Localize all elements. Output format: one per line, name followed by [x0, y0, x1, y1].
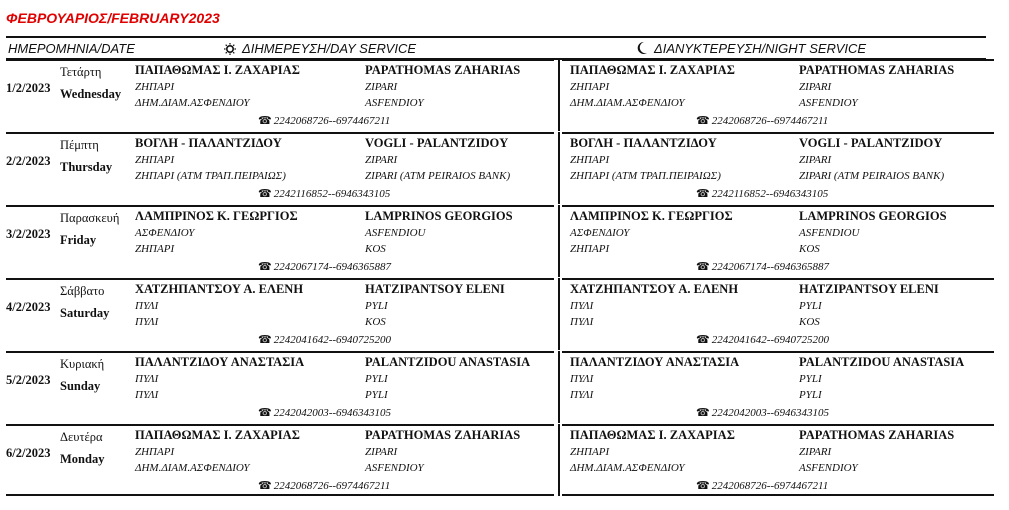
day-area-gr: ΖΗΠΑΡΙ: [135, 81, 175, 93]
row-weekday-gr: Δευτέρα: [60, 430, 103, 444]
day-pharmacy-name-gr: ΛΑΜΠΡΙΝΟΣ Κ. ΓΕΩΡΓΙΟΣ: [135, 209, 298, 223]
phone-icon: ☎: [696, 115, 710, 127]
phone-icon: ☎: [258, 261, 272, 273]
day-phone-number: 2242068726--6974467211: [273, 480, 391, 492]
row-divider: [562, 132, 994, 134]
day-service-header: [224, 41, 416, 56]
day-phone: [258, 333, 391, 346]
row-date: 6/2/2023: [6, 446, 51, 460]
night-address-gr: ΠΥΛΙ: [570, 389, 594, 401]
day-pharmacy-name-gr: ΒΟΓΛΗ - ΠΑΛΑΝΤΖΙΔΟΥ: [135, 136, 282, 150]
row-divider: [562, 278, 994, 280]
night-pharmacy-name-en: VOGLI - PALANTZIDOY: [799, 136, 943, 150]
night-pharmacy-name-gr: ΛΑΜΠΡΙΝΟΣ Κ. ΓΕΩΡΓΙΟΣ: [570, 209, 733, 223]
night-address-en: ASFENDIOY: [799, 97, 858, 109]
night-pharmacy-name-gr: ΠΑΠΑΘΩΜΑΣ Ι. ΖΑΧΑΡΙΑΣ: [570, 428, 735, 442]
day-pharmacy-name-gr: ΧΑΤΖΗΠΑΝΤΣΟΥ Α. ΕΛΕΝΗ: [135, 282, 304, 296]
day-area-gr: ΠΥΛΙ: [135, 300, 159, 312]
night-address-en: KOS: [799, 243, 820, 255]
day-area-en: PYLI: [365, 300, 388, 312]
sun-icon: [224, 43, 236, 55]
day-area-gr: ΑΣΦΕΝΔΙΟΥ: [135, 227, 195, 239]
night-phone-number: 2242116852--6946343105: [711, 188, 829, 200]
column-divider: [558, 59, 560, 131]
night-phone-number: 2242041642--6940725200: [711, 334, 830, 346]
phone-icon: ☎: [258, 407, 272, 419]
night-pharmacy-name-en: PALANTZIDOU ANASTASIA: [799, 355, 965, 369]
day-area-en: PYLI: [365, 373, 388, 385]
row-weekday-gr: Πέμπτη: [60, 138, 99, 152]
night-area-gr: ΠΥΛΙ: [570, 373, 594, 385]
night-phone-number: 2242067174--6946365887: [711, 261, 830, 273]
day-area-gr: ΠΥΛΙ: [135, 373, 159, 385]
table-row: [6, 424, 994, 496]
day-area-en: ZIPARI: [365, 446, 398, 458]
night-pharmacy-name-en: PAPATHOMAS ZAHARIAS: [799, 428, 955, 442]
night-area-gr: ΖΗΠΑΡΙ: [570, 446, 610, 458]
table-row: [6, 351, 994, 423]
row-date: 5/2/2023: [6, 373, 51, 387]
row-weekday-gr: Σάββατο: [60, 284, 105, 298]
night-pharmacy-name-en: PAPATHOMAS ZAHARIAS: [799, 63, 955, 77]
column-divider: [558, 132, 560, 204]
day-address-en: KOS: [365, 316, 386, 328]
day-address-en: KOS: [365, 243, 386, 255]
night-phone-number: 2242042003--6946343105: [711, 407, 830, 419]
row-divider: [562, 351, 994, 353]
row-divider: [6, 132, 554, 134]
column-divider: [558, 205, 560, 277]
phone-icon: ☎: [696, 407, 710, 419]
row-divider: [6, 205, 554, 207]
table-row: [6, 278, 994, 350]
night-area-gr: ΖΗΠΑΡΙ: [570, 81, 610, 93]
column-divider: [558, 424, 560, 496]
row-divider: [6, 494, 554, 496]
row-weekday-gr: Παρασκευή: [60, 211, 120, 225]
night-phone: [696, 406, 829, 419]
day-area-en: ZIPARI: [365, 81, 398, 93]
night-pharmacy-name-en: HATZIPANTSOY ELENI: [799, 282, 939, 296]
night-address-en: ASFENDIOY: [799, 462, 858, 474]
day-pharmacy-name-gr: ΠΑΠΑΘΩΜΑΣ Ι. ΖΑΧΑΡΙΑΣ: [135, 63, 300, 77]
day-phone-number: 2242116852--6946343105: [273, 188, 391, 200]
day-pharmacy-name-en: PALANTZIDOU ANASTASIA: [365, 355, 531, 369]
night-phone: [696, 260, 829, 273]
row-divider: [6, 424, 554, 426]
row-divider: [6, 59, 554, 61]
day-address-gr: ΖΗΠΑΡΙ (ΑΤΜ ΤΡΑΠ.ΠΕΙΡΑΙΩΣ): [135, 170, 286, 182]
night-area-en: ZIPARI: [799, 154, 832, 166]
day-area-en: ASFENDIOU: [365, 227, 426, 239]
phone-icon: ☎: [258, 480, 272, 492]
night-area-gr: ΑΣΦΕΝΔΙΟΥ: [570, 227, 630, 239]
night-area-en: PYLI: [799, 300, 822, 312]
night-address-en: ZIPARI (ATM PEIRAIOS BANK): [799, 170, 945, 182]
night-pharmacy-name-gr: ΒΟΓΛΗ - ΠΑΛΑΝΤΖΙΔΟΥ: [570, 136, 717, 150]
day-phone-number: 2242068726--6974467211: [273, 115, 391, 127]
day-address-en: ZIPARI (ATM PEIRAIOS BANK): [365, 170, 511, 182]
night-phone: [696, 187, 828, 200]
day-address-en: PYLI: [365, 389, 388, 401]
day-phone: [258, 260, 391, 273]
day-phone: [258, 406, 391, 419]
day-pharmacy-name-gr: ΠΑΠΑΘΩΜΑΣ Ι. ΖΑΧΑΡΙΑΣ: [135, 428, 300, 442]
row-weekday-gr: Κυριακή: [60, 357, 105, 371]
table-header: [6, 36, 986, 60]
night-phone: [696, 114, 828, 127]
night-pharmacy-name-en: LAMPRINOS GEORGIOS: [799, 209, 947, 223]
night-pharmacy-name-gr: ΧΑΤΖΗΠΑΝΤΣΟΥ Α. ΕΛΕΝΗ: [570, 282, 739, 296]
row-weekday-en: Thursday: [60, 160, 113, 174]
day-service-label: ΔΙΗΜΕΡΕΥΣΗ/DAY SERVICE: [242, 41, 417, 56]
day-pharmacy-name-gr: ΠΑΛΑΝΤΖΙΔΟΥ ΑΝΑΣΤΑΣΙΑ: [135, 355, 305, 369]
day-address-en: ASFENDIOY: [365, 97, 424, 109]
day-phone: [258, 114, 390, 127]
phone-icon: ☎: [696, 334, 710, 346]
row-date: 1/2/2023: [6, 81, 51, 95]
row-date: 3/2/2023: [6, 227, 51, 241]
phone-icon: ☎: [696, 188, 710, 200]
phone-icon: ☎: [258, 115, 272, 127]
row-weekday-en: Sunday: [60, 379, 101, 393]
day-address-gr: ΖΗΠΑΡΙ: [135, 243, 175, 255]
day-phone-number: 2242041642--6940725200: [273, 334, 392, 346]
day-pharmacy-name-en: PAPATHOMAS ZAHARIAS: [365, 63, 521, 77]
night-address-gr: ΖΗΠΑΡΙ (ΑΤΜ ΤΡΑΠ.ΠΕΙΡΑΙΩΣ): [570, 170, 721, 182]
day-phone: [258, 187, 390, 200]
row-weekday-en: Saturday: [60, 306, 110, 320]
row-divider: [562, 494, 994, 496]
phone-icon: ☎: [696, 261, 710, 273]
row-divider: [562, 424, 994, 426]
day-phone: [258, 479, 390, 492]
day-address-gr: ΔΗΜ.ΔΙΑΜ.ΑΣΦΕΝΔΙΟΥ: [135, 462, 250, 474]
day-phone-number: 2242042003--6946343105: [273, 407, 392, 419]
table-row: [6, 132, 994, 204]
night-area-en: PYLI: [799, 373, 822, 385]
row-weekday-gr: Τετάρτη: [60, 65, 102, 79]
day-address-gr: ΠΥΛΙ: [135, 316, 159, 328]
night-area-gr: ΠΥΛΙ: [570, 300, 594, 312]
phone-icon: ☎: [258, 334, 272, 346]
row-divider: [562, 205, 994, 207]
night-address-en: KOS: [799, 316, 820, 328]
phone-icon: ☎: [258, 188, 272, 200]
night-phone-number: 2242068726--6974467211: [711, 115, 829, 127]
table-row: [6, 205, 994, 277]
row-weekday-en: Friday: [60, 233, 97, 247]
night-address-en: PYLI: [799, 389, 822, 401]
column-divider: [558, 351, 560, 423]
row-weekday-en: Monday: [60, 452, 105, 466]
moon-icon: [636, 41, 648, 55]
page-title: ΦΕΒΡΟΥΑΡΙΟΣ/FEBRUARY2023: [6, 10, 220, 26]
column-divider: [558, 278, 560, 350]
row-weekday-en: Wednesday: [60, 87, 122, 101]
day-area-gr: ΖΗΠΑΡΙ: [135, 154, 175, 166]
day-area-gr: ΖΗΠΑΡΙ: [135, 446, 175, 458]
night-phone-number: 2242068726--6974467211: [711, 480, 829, 492]
day-address-gr: ΠΥΛΙ: [135, 389, 159, 401]
night-address-gr: ΠΥΛΙ: [570, 316, 594, 328]
night-address-gr: ΔΗΜ.ΔΙΑΜ.ΑΣΦΕΝΔΙΟΥ: [570, 97, 685, 109]
night-phone: [696, 479, 828, 492]
night-address-gr: ΖΗΠΑΡΙ: [570, 243, 610, 255]
night-pharmacy-name-gr: ΠΑΠΑΘΩΜΑΣ Ι. ΖΑΧΑΡΙΑΣ: [570, 63, 735, 77]
night-phone: [696, 333, 829, 346]
day-pharmacy-name-en: VOGLI - PALANTZIDOY: [365, 136, 509, 150]
day-address-en: ASFENDIOY: [365, 462, 424, 474]
day-pharmacy-name-en: LAMPRINOS GEORGIOS: [365, 209, 513, 223]
phone-icon: ☎: [696, 480, 710, 492]
day-phone-number: 2242067174--6946365887: [273, 261, 392, 273]
night-pharmacy-name-gr: ΠΑΛΑΝΤΖΙΔΟΥ ΑΝΑΣΤΑΣΙΑ: [570, 355, 740, 369]
night-area-en: ZIPARI: [799, 81, 832, 93]
row-date: 4/2/2023: [6, 300, 51, 314]
night-area-en: ZIPARI: [799, 446, 832, 458]
day-pharmacy-name-en: PAPATHOMAS ZAHARIAS: [365, 428, 521, 442]
night-service-header: [636, 41, 866, 56]
row-divider: [6, 278, 554, 280]
night-area-en: ASFENDIOU: [799, 227, 860, 239]
day-address-gr: ΔΗΜ.ΔΙΑΜ.ΑΣΦΕΝΔΙΟΥ: [135, 97, 250, 109]
row-divider: [6, 351, 554, 353]
table-row: [6, 59, 994, 131]
night-service-label: ΔΙΑΝΥΚΤΕΡΕΥΣΗ/NIGHT SERVICE: [654, 41, 867, 56]
day-pharmacy-name-en: HATZIPANTSOY ELENI: [365, 282, 505, 296]
row-date: 2/2/2023: [6, 154, 51, 168]
night-area-gr: ΖΗΠΑΡΙ: [570, 154, 610, 166]
night-address-gr: ΔΗΜ.ΔΙΑΜ.ΑΣΦΕΝΔΙΟΥ: [570, 462, 685, 474]
row-divider: [562, 59, 994, 61]
date-column-header: ΗΜΕΡΟΜΗΝΙΑ/DATE: [8, 41, 135, 56]
day-area-en: ZIPARI: [365, 154, 398, 166]
